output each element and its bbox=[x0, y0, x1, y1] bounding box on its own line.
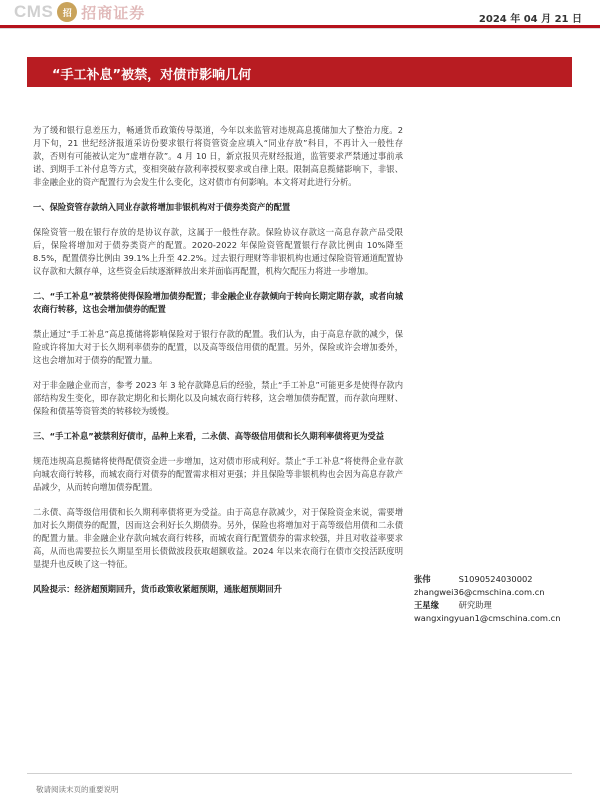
analyst-panel bbox=[414, 573, 584, 625]
section-1-heading: 一、保险资管存款纳入同业存款将增加非银机构对于债券类资产的配置 bbox=[33, 202, 291, 212]
logo-seal-icon: 招 bbox=[57, 2, 77, 22]
section-1-paragraph: 保险资管一般在银行存放的是协议存款，这属于一般性存款。保险协议存款这一高息存款产品受限后，保险将增加对于债券类资产的配置。2020-2022 年保险资管配置银行存款比例由 10%降至 8.5%，配置债券比例由 39.1%上升至 42.2%。过去银行理财等非银机构也通过保险资管通道配置协议存款和大额存单，这些资金后续逐渐释放出来并面临再配置，机构欠配压力将进一步增加。 bbox=[33, 227, 403, 276]
header-grey-rule bbox=[0, 28, 600, 29]
company-logo bbox=[14, 0, 145, 24]
analyst-2-role: 研究助理 bbox=[458, 600, 492, 610]
section-2-heading: 二、“手工补息”被禁将使得保险增加债券配置；非金融企业存款倾向于转向长期定期存款，或者向城农商行转移，这也会增加债券的配置 bbox=[33, 291, 403, 314]
section-2-paragraph-2: 对于非金融企业而言，参考 2023 年 3 轮存款降息后的经验，禁止“手工补息”可能更多是使得存款内部结构发生变化，即存款定期化和长期化以及向城农商行转移，这会增加债券配置，而存款向理财、保险和债基等资管类的转移较为缓慢。 bbox=[33, 380, 403, 416]
title-banner bbox=[27, 57, 572, 87]
section-3-heading: 三、“手工补息”被禁利好债市，品种上来看，二永债、高等级信用债和长久期利率债将更为受益 bbox=[33, 431, 385, 441]
intro-paragraph: 为了缓和银行息差压力，畅通货币政策传导渠道，今年以来监管对违规高息揽储加大了整治力度。2 月下旬，21 世纪经济报道采访份要求银行将资管资金应填入“同业存放”科目，不再计入一般性存款，否则有可能被认定为“虚增存款”。4 月 10 日，新京报贝壳财经报道，监管要求严禁通过事前承诺、到期手工补付息等方式，变相突破存款利率授权要求或自律上限。限制高息揽储影响下，非银、非金融企业的资产配置行为会发生什么变化，这对债市有何影响。本文将对此进行分析。 bbox=[33, 125, 403, 187]
section-3-paragraph-1: 规范违规高息揽储将使得配债资金进一步增加，这对债市形成利好。禁止“手工补息”将使得企业存款向城农商行转移，而城农商行对债券的配置需求相对更强；并且保险等非银机构也会因为高息存款产品减少，从而转向增加债券配置。 bbox=[33, 456, 403, 492]
report-date: 2024 年 04 月 21 日 bbox=[478, 14, 582, 25]
footer-note: 敬请阅读末页的重要说明 bbox=[36, 785, 119, 794]
section-2-paragraph-1: 禁止通过“手工补息”高息揽储将影响保险对于银行存款的配置。我们认为，由于高息存款的减少，保险或许将加大对于长久期利率债券的配置，以及高等级信用债的配置。另外，保险或许会增加委外，这也会增加对于债券的配置力量。 bbox=[33, 329, 403, 365]
analyst-1-name: 张伟 bbox=[414, 574, 431, 584]
analyst-1-email[interactable]: zhangwei36@cmschina.com.cn bbox=[414, 587, 545, 597]
footer-rule bbox=[27, 773, 572, 774]
analyst-2-name: 王星缘 bbox=[414, 600, 439, 610]
logo-chinese-name: 招商证券 bbox=[81, 3, 146, 22]
analyst-1-id: S1090524030002 bbox=[458, 574, 533, 584]
report-body bbox=[33, 124, 403, 596]
report-title: “手工补息”被禁，对债市影响几何 bbox=[52, 68, 252, 83]
analyst-2-row bbox=[414, 599, 584, 612]
logo-cms-text: CMS bbox=[14, 2, 54, 21]
analyst-2-email[interactable]: wangxingyuan1@cmschina.com.cn bbox=[414, 613, 561, 623]
analyst-1-row bbox=[414, 573, 584, 586]
section-3-paragraph-2: 二永债、高等级信用债和长久期利率债将更为受益。由于高息存款减少，对于保险资金来说，需要增加对长久期债券的配置，因而这会利好长久期债券。另外，保险也将增加对于高等级信用债和二永债的配置力量。非金融企业存款向城农商行转移，而城农商行配置债券的需求较强，并且对收益率要求高，从而也需要拉长久期显至用长债做波段获取超额收益。2024 年以来农商行在债市交投活跃度明显提升也反映了这一特征。 bbox=[33, 507, 403, 569]
risk-warning: 风险提示：经济超预期回升，货币政策收紧超预期，通胀超预期回升 bbox=[33, 584, 282, 594]
